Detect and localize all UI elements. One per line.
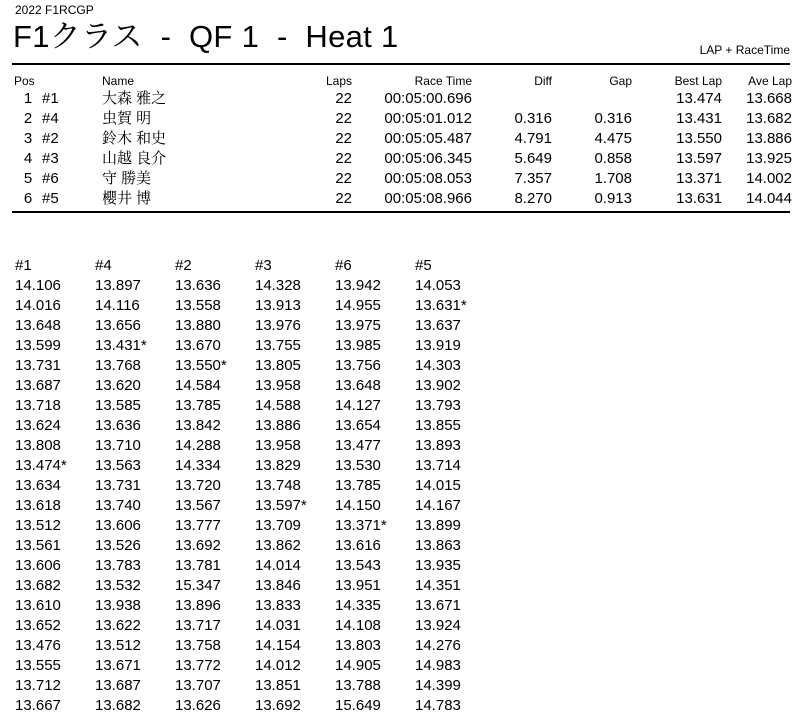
lap-time-cell: 13.720 bbox=[175, 477, 221, 494]
table-row bbox=[14, 189, 792, 209]
lap-time-cell: 13.731 bbox=[15, 357, 61, 374]
lap-time-cell: 13.670 bbox=[175, 337, 221, 354]
col-spacer bbox=[42, 74, 102, 89]
lap-time-cell: 14.014 bbox=[255, 557, 301, 574]
lap-time-cell: 13.851 bbox=[255, 677, 301, 694]
result-ave-lap: 13.682 bbox=[746, 110, 792, 127]
lap-time-cell: 14.108 bbox=[335, 617, 381, 634]
lap-time-cell: 13.748 bbox=[255, 477, 301, 494]
lap-col-header: #3 bbox=[255, 257, 272, 274]
lap-row bbox=[15, 496, 495, 516]
result-pos: 6 bbox=[23, 190, 33, 207]
table-row bbox=[14, 149, 792, 169]
lap-row bbox=[15, 476, 495, 496]
lap-time-cell: 13.772 bbox=[175, 657, 221, 674]
lap-time-cell: 13.718 bbox=[15, 397, 61, 414]
lap-time-cell: 13.896 bbox=[175, 597, 221, 614]
lap-time-cell: 14.905 bbox=[335, 657, 381, 674]
lap-time-cell: 13.958 bbox=[255, 437, 301, 454]
lap-time-cell: 13.606 bbox=[15, 557, 61, 574]
lap-header-row bbox=[15, 256, 495, 276]
lap-time-cell: 13.687 bbox=[95, 677, 141, 694]
lap-time-cell: 13.717 bbox=[175, 617, 221, 634]
lap-row bbox=[15, 696, 495, 716]
result-driver-name: 山越 良介 bbox=[102, 150, 167, 167]
results-header-row bbox=[14, 74, 792, 89]
lap-row bbox=[15, 416, 495, 436]
result-pos: 2 bbox=[23, 110, 33, 127]
lap-time-cell: 13.938 bbox=[95, 597, 141, 614]
lap-row bbox=[15, 576, 495, 596]
lap-time-cell: 13.788 bbox=[335, 677, 381, 694]
result-diff: 0.316 bbox=[514, 110, 552, 127]
result-car-number: #2 bbox=[42, 130, 59, 147]
result-gap: 0.858 bbox=[594, 150, 632, 167]
lap-time-cell: 13.833 bbox=[255, 597, 301, 614]
lap-row bbox=[15, 356, 495, 376]
event-name: 2022 F1RCGP bbox=[15, 3, 94, 17]
result-pos: 4 bbox=[23, 150, 33, 167]
lap-time-cell: 13.783 bbox=[95, 557, 141, 574]
lap-time-cell: 13.740 bbox=[95, 497, 141, 514]
lap-time-cell: 13.550* bbox=[175, 357, 227, 374]
result-race-time: 00:05:08.966 bbox=[384, 190, 472, 207]
lap-time-cell: 13.512 bbox=[15, 517, 61, 534]
lap-time-cell: 13.846 bbox=[255, 577, 301, 594]
lap-col-header: #5 bbox=[415, 257, 432, 274]
lap-time-cell: 14.351 bbox=[415, 577, 461, 594]
lap-time-cell: 13.526 bbox=[95, 537, 141, 554]
result-diff: 5.649 bbox=[514, 150, 552, 167]
lap-time-cell: 13.755 bbox=[255, 337, 301, 354]
lap-time-cell: 14.106 bbox=[15, 277, 61, 294]
result-best-lap: 13.371 bbox=[676, 170, 722, 187]
lap-time-cell: 13.667 bbox=[15, 697, 61, 714]
lap-time-cell: 13.709 bbox=[255, 517, 301, 534]
lap-row bbox=[15, 616, 495, 636]
lap-time-cell: 13.474* bbox=[15, 457, 67, 474]
lap-time-cell: 14.288 bbox=[175, 437, 221, 454]
lap-time-cell: 13.707 bbox=[175, 677, 221, 694]
col-ave-lap: Ave Lap bbox=[748, 74, 792, 88]
lap-time-cell: 13.781 bbox=[175, 557, 221, 574]
lap-time-cell: 13.606 bbox=[95, 517, 141, 534]
lap-row bbox=[15, 556, 495, 576]
result-driver-name: 守 勝美 bbox=[102, 170, 152, 187]
lap-time-cell: 13.532 bbox=[95, 577, 141, 594]
result-car-number: #5 bbox=[42, 190, 59, 207]
lap-row bbox=[15, 376, 495, 396]
result-driver-name: 虫賀 明 bbox=[102, 110, 152, 127]
result-gap: 4.475 bbox=[594, 130, 632, 147]
lap-row bbox=[15, 456, 495, 476]
lap-time-cell: 13.555 bbox=[15, 657, 61, 674]
lap-time-cell: 14.053 bbox=[415, 277, 461, 294]
result-race-time: 00:05:01.012 bbox=[384, 110, 472, 127]
lap-time-cell: 13.476 bbox=[15, 637, 61, 654]
result-best-lap: 13.474 bbox=[676, 90, 722, 107]
result-ave-lap: 13.925 bbox=[746, 150, 792, 167]
result-diff bbox=[472, 89, 552, 109]
table-row bbox=[14, 89, 792, 109]
lap-time-cell: 13.886 bbox=[255, 417, 301, 434]
lap-time-cell: 14.584 bbox=[175, 377, 221, 394]
result-pos: 3 bbox=[23, 130, 33, 147]
lap-time-cell: 14.167 bbox=[415, 497, 461, 514]
lap-time-cell: 13.561 bbox=[15, 537, 61, 554]
lap-time-cell: 14.154 bbox=[255, 637, 301, 654]
lap-time-cell: 13.758 bbox=[175, 637, 221, 654]
lap-time-cell: 13.634 bbox=[15, 477, 61, 494]
col-race-time: Race Time bbox=[414, 74, 472, 88]
lap-time-cell: 13.919 bbox=[415, 337, 461, 354]
lap-time-cell: 13.656 bbox=[95, 317, 141, 334]
lap-time-cell: 14.783 bbox=[415, 697, 461, 714]
result-laps: 22 bbox=[335, 110, 352, 127]
lap-time-cell: 13.808 bbox=[15, 437, 61, 454]
result-laps: 22 bbox=[335, 190, 352, 207]
divider-bottom bbox=[12, 211, 790, 213]
lap-time-cell: 13.880 bbox=[175, 317, 221, 334]
lap-time-cell: 13.648 bbox=[335, 377, 381, 394]
lap-time-cell: 13.692 bbox=[255, 697, 301, 714]
result-driver-name: 櫻井 博 bbox=[102, 190, 152, 207]
lap-time-cell: 13.924 bbox=[415, 617, 461, 634]
result-driver-name: 大森 雅之 bbox=[102, 90, 167, 107]
lap-time-cell: 13.431* bbox=[95, 337, 147, 354]
result-pos: 1 bbox=[23, 90, 33, 107]
result-ave-lap: 14.002 bbox=[746, 170, 792, 187]
result-driver-name: 鈴木 和史 bbox=[102, 130, 167, 147]
lap-time-cell: 13.863 bbox=[415, 537, 461, 554]
lap-time-cell: 14.399 bbox=[415, 677, 461, 694]
results-table bbox=[14, 74, 792, 209]
result-car-number: #1 bbox=[42, 90, 59, 107]
result-laps: 22 bbox=[335, 90, 352, 107]
lap-time-cell: 13.563 bbox=[95, 457, 141, 474]
result-pos: 5 bbox=[23, 170, 33, 187]
lap-time-cell: 13.902 bbox=[415, 377, 461, 394]
lap-time-cell: 13.899 bbox=[415, 517, 461, 534]
lap-time-cell: 13.897 bbox=[95, 277, 141, 294]
lap-time-cell: 13.756 bbox=[335, 357, 381, 374]
lap-time-cell: 13.842 bbox=[175, 417, 221, 434]
lap-time-cell: 13.976 bbox=[255, 317, 301, 334]
lap-time-cell: 13.371* bbox=[335, 517, 387, 534]
result-car-number: #4 bbox=[42, 110, 59, 127]
result-gap: 0.913 bbox=[594, 190, 632, 207]
lap-time-cell: 13.648 bbox=[15, 317, 61, 334]
lap-time-cell: 13.543 bbox=[335, 557, 381, 574]
lap-time-cell: 13.610 bbox=[15, 597, 61, 614]
lap-row bbox=[15, 596, 495, 616]
lap-col-header: #6 bbox=[335, 257, 352, 274]
lap-time-cell: 13.567 bbox=[175, 497, 221, 514]
lap-time-cell: 14.983 bbox=[415, 657, 461, 674]
lap-row bbox=[15, 676, 495, 696]
result-gap: 0.316 bbox=[594, 110, 632, 127]
lap-time-cell: 13.618 bbox=[15, 497, 61, 514]
lap-time-cell: 13.958 bbox=[255, 377, 301, 394]
lap-time-cell: 14.015 bbox=[415, 477, 461, 494]
lap-time-cell: 13.829 bbox=[255, 457, 301, 474]
result-car-number: #6 bbox=[42, 170, 59, 187]
result-laps: 22 bbox=[335, 150, 352, 167]
col-gap: Gap bbox=[609, 74, 632, 88]
col-best-lap: Best Lap bbox=[674, 74, 722, 88]
lap-time-cell: 13.913 bbox=[255, 297, 301, 314]
result-laps: 22 bbox=[335, 170, 352, 187]
lap-col-header: #2 bbox=[175, 257, 192, 274]
lap-time-cell: 14.016 bbox=[15, 297, 61, 314]
lap-time-cell: 13.622 bbox=[95, 617, 141, 634]
lap-time-cell: 14.150 bbox=[335, 497, 381, 514]
lap-time-cell: 13.624 bbox=[15, 417, 61, 434]
result-ave-lap: 13.886 bbox=[746, 130, 792, 147]
lap-time-cell: 13.855 bbox=[415, 417, 461, 434]
lap-time-cell: 13.777 bbox=[175, 517, 221, 534]
lap-time-cell: 13.985 bbox=[335, 337, 381, 354]
lap-row bbox=[15, 516, 495, 536]
lap-time-cell: 13.803 bbox=[335, 637, 381, 654]
lap-row bbox=[15, 396, 495, 416]
lap-time-cell: 13.671 bbox=[415, 597, 461, 614]
result-race-time: 00:05:05.487 bbox=[384, 130, 472, 147]
lap-time-cell: 13.626 bbox=[175, 697, 221, 714]
table-row bbox=[14, 169, 792, 189]
lap-time-cell: 13.652 bbox=[15, 617, 61, 634]
result-ave-lap: 14.044 bbox=[746, 190, 792, 207]
lap-row bbox=[15, 296, 495, 316]
lap-time-cell: 13.599 bbox=[15, 337, 61, 354]
result-race-time: 00:05:00.696 bbox=[384, 90, 472, 107]
lap-col-header: #1 bbox=[15, 257, 32, 274]
lap-time-cell: 14.303 bbox=[415, 357, 461, 374]
lap-time-cell: 13.793 bbox=[415, 397, 461, 414]
table-row bbox=[14, 109, 792, 129]
lap-time-cell: 14.955 bbox=[335, 297, 381, 314]
lap-time-cell: 14.588 bbox=[255, 397, 301, 414]
lap-time-cell: 13.785 bbox=[175, 397, 221, 414]
lap-row bbox=[15, 636, 495, 656]
lap-time-cell: 13.714 bbox=[415, 457, 461, 474]
result-best-lap: 13.550 bbox=[676, 130, 722, 147]
lap-time-cell: 13.768 bbox=[95, 357, 141, 374]
report-type: LAP + RaceTime bbox=[699, 43, 790, 57]
result-race-time: 00:05:08.053 bbox=[384, 170, 472, 187]
lap-times-table bbox=[15, 256, 495, 716]
lap-time-cell: 14.127 bbox=[335, 397, 381, 414]
lap-time-cell: 14.116 bbox=[95, 297, 140, 314]
divider-top bbox=[12, 63, 790, 65]
result-car-number: #3 bbox=[42, 150, 59, 167]
col-pos: Pos bbox=[14, 74, 35, 88]
lap-time-cell: 13.585 bbox=[95, 397, 141, 414]
lap-time-cell: 14.328 bbox=[255, 277, 301, 294]
lap-time-cell: 13.597* bbox=[255, 497, 307, 514]
result-ave-lap: 13.668 bbox=[746, 90, 792, 107]
lap-time-cell: 13.654 bbox=[335, 417, 381, 434]
lap-time-cell: 13.616 bbox=[335, 537, 381, 554]
lap-row bbox=[15, 436, 495, 456]
lap-time-cell: 14.276 bbox=[415, 637, 461, 654]
lap-row bbox=[15, 316, 495, 336]
table-row bbox=[14, 129, 792, 149]
lap-time-cell: 13.805 bbox=[255, 357, 301, 374]
result-diff: 8.270 bbox=[514, 190, 552, 207]
lap-time-cell: 13.692 bbox=[175, 537, 221, 554]
lap-time-cell: 13.530 bbox=[335, 457, 381, 474]
lap-row bbox=[15, 336, 495, 356]
lap-time-cell: 13.682 bbox=[15, 577, 61, 594]
lap-time-cell: 13.620 bbox=[95, 377, 141, 394]
lap-time-cell: 13.477 bbox=[335, 437, 381, 454]
lap-time-cell: 13.712 bbox=[15, 677, 61, 694]
lap-time-cell: 13.558 bbox=[175, 297, 221, 314]
result-best-lap: 13.597 bbox=[676, 150, 722, 167]
lap-time-cell: 15.649 bbox=[335, 697, 381, 714]
result-gap bbox=[552, 89, 632, 109]
result-best-lap: 13.631 bbox=[676, 190, 722, 207]
lap-time-cell: 15.347 bbox=[175, 577, 221, 594]
lap-col-header: #4 bbox=[95, 257, 112, 274]
lap-time-cell: 13.512 bbox=[95, 637, 141, 654]
lap-time-cell: 14.335 bbox=[335, 597, 381, 614]
lap-time-cell: 13.710 bbox=[95, 437, 141, 454]
result-gap: 1.708 bbox=[594, 170, 632, 187]
lap-time-cell: 13.636 bbox=[175, 277, 221, 294]
lap-time-cell: 13.637 bbox=[415, 317, 461, 334]
lap-row bbox=[15, 536, 495, 556]
result-best-lap: 13.431 bbox=[676, 110, 722, 127]
lap-time-cell: 13.935 bbox=[415, 557, 461, 574]
col-diff: Diff bbox=[534, 74, 552, 88]
page-title: F1クラス - QF 1 - Heat 1 bbox=[13, 19, 399, 54]
result-laps: 22 bbox=[335, 130, 352, 147]
lap-time-cell: 13.785 bbox=[335, 477, 381, 494]
col-name: Name bbox=[102, 74, 135, 88]
lap-time-cell: 13.975 bbox=[335, 317, 381, 334]
lap-time-cell: 13.687 bbox=[15, 377, 61, 394]
lap-row bbox=[15, 656, 495, 676]
col-laps: Laps bbox=[325, 74, 352, 88]
lap-time-cell: 13.671 bbox=[95, 657, 141, 674]
result-race-time: 00:05:06.345 bbox=[384, 150, 472, 167]
lap-time-cell: 13.731 bbox=[95, 477, 141, 494]
lap-time-cell: 13.862 bbox=[255, 537, 301, 554]
lap-time-cell: 13.951 bbox=[335, 577, 381, 594]
result-diff: 7.357 bbox=[514, 170, 552, 187]
result-diff: 4.791 bbox=[514, 130, 552, 147]
lap-row bbox=[15, 276, 495, 296]
lap-time-cell: 13.942 bbox=[335, 277, 381, 294]
lap-time-cell: 13.631* bbox=[415, 297, 467, 314]
lap-time-cell: 13.682 bbox=[95, 697, 141, 714]
lap-time-cell: 13.636 bbox=[95, 417, 141, 434]
lap-time-cell: 14.031 bbox=[255, 617, 301, 634]
lap-time-cell: 13.893 bbox=[415, 437, 461, 454]
lap-time-cell: 14.012 bbox=[255, 657, 301, 674]
lap-time-cell: 14.334 bbox=[175, 457, 221, 474]
